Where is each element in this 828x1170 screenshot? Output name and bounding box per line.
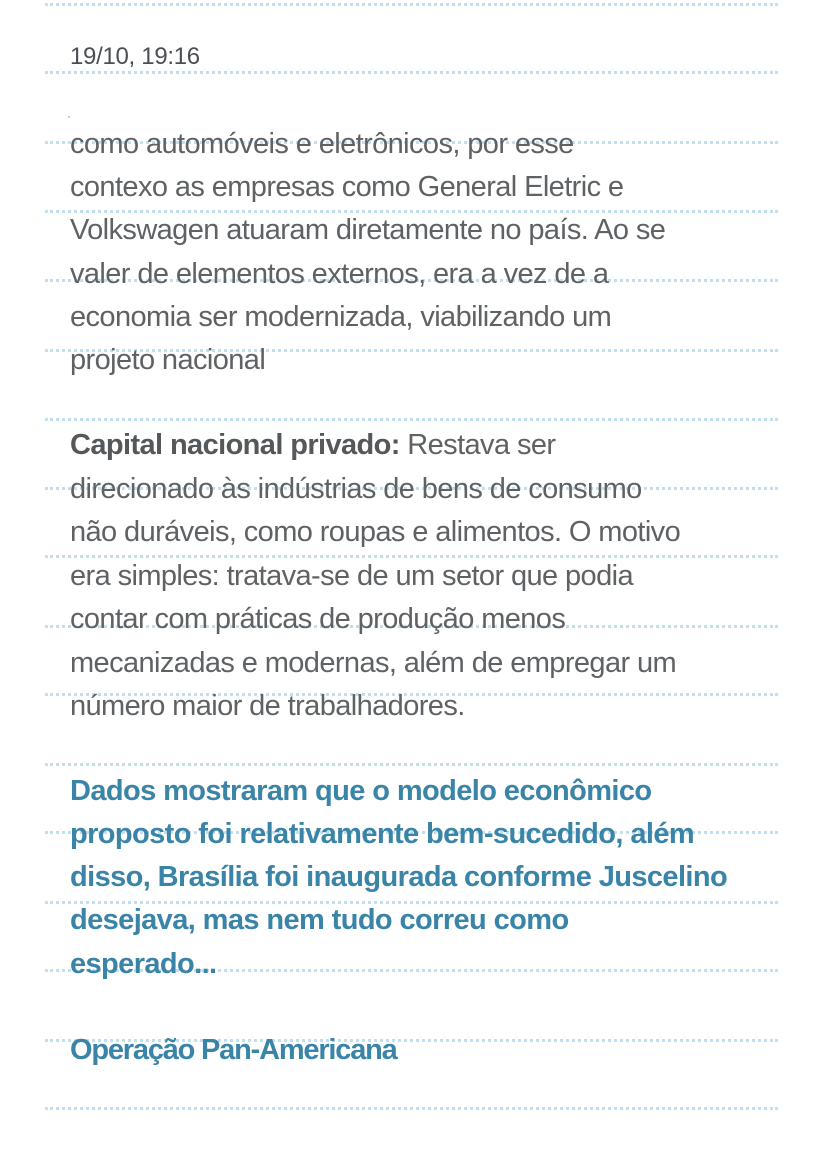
ruled-line [45,1107,778,1110]
text-line: esperado... [70,948,217,980]
text-line: número maior de trabalhadores. [70,690,465,722]
text-line: era simples: tratava-se de um setor que podia [70,560,633,592]
paragraph-label: Capital nacional privado: [70,429,400,461]
note-timestamp: 19/10, 19:16 [70,43,200,70]
text-line: como automóveis e eletrônicos, por esse [70,128,574,160]
text-line: projeto nacional [70,344,266,376]
text-line: contar com práticas de produção menos [70,603,566,635]
stray-mark [68,116,70,118]
text-line [70,427,555,463]
text-line: Volkswagen atuaram diretamente no país. Ao se [70,214,666,246]
text-line: Dados mostraram que o modelo econômico [70,775,652,807]
ruled-line [45,763,778,766]
text-line: desejava, mas nem tudo correu como [70,904,569,936]
text-line: proposto foi relativamente bem-sucedido, além [70,818,695,850]
text-line: não duráveis, como roupas e alimentos. O motivo [70,516,681,548]
text-line: mecanizadas e modernas, além de empregar um [70,647,677,679]
text-line: economia ser modernizada, viabilizando um [70,301,612,333]
text-span: Restava ser [399,429,556,461]
section-heading: Operação Pan-Americana [70,1034,397,1066]
ruled-line [45,418,778,421]
text-line: valer de elementos externos, era a vez de a [70,258,609,290]
text-line: contexo as empresas como General Eletric e [70,171,624,203]
text-line: disso, Brasília foi inaugurada conforme Juscelino [70,861,728,893]
text-line: direcionado às indústrias de bens de consumo [70,473,642,505]
ruled-line [45,3,778,6]
